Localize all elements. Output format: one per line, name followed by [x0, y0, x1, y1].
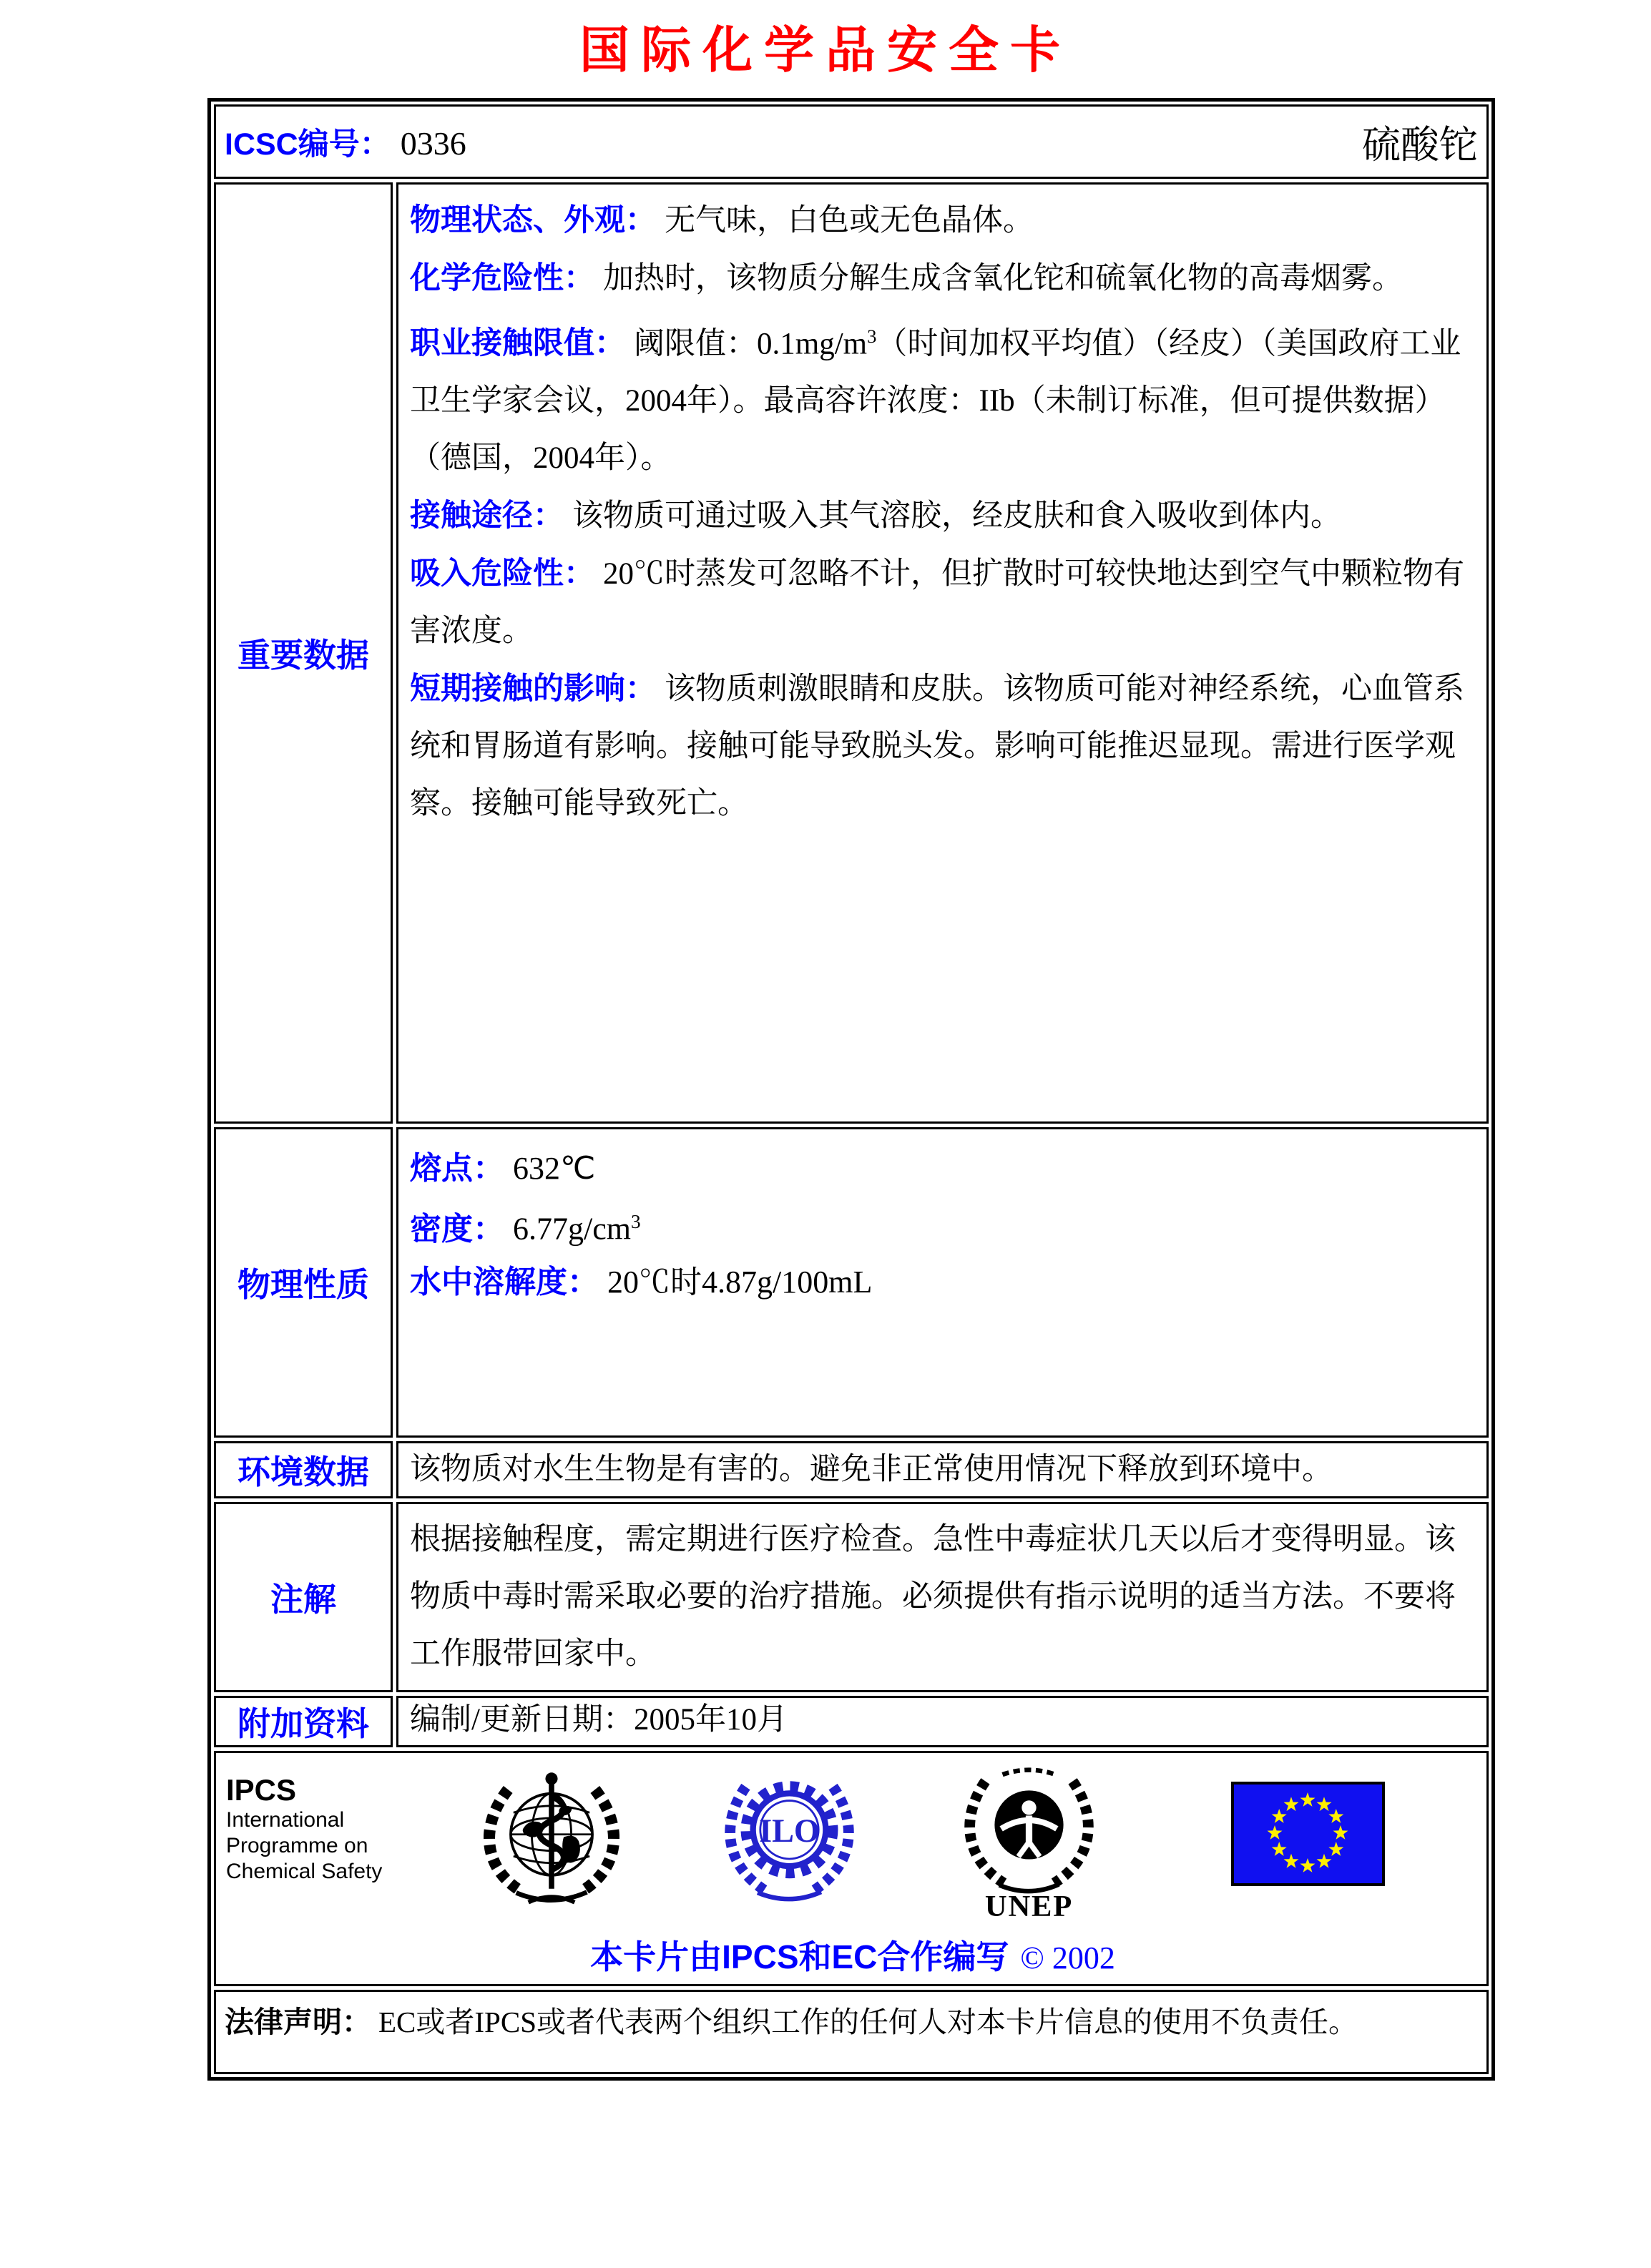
ilo-logo-icon — [723, 1763, 856, 1913]
field-chemical-danger-label: 化学危险性： — [410, 261, 594, 295]
important-data-section-label: 重要数据 — [214, 182, 393, 1124]
legal-text: EC或者IPCS或者代表两个组织工作的任何人对本卡片信息的使用不负责任。 — [378, 2006, 1358, 2038]
additional-info-section-label: 附加资料 — [214, 1696, 393, 1747]
field-inhalation-risk — [410, 545, 1475, 660]
important-data-row — [214, 182, 1489, 1124]
logos-row — [214, 1751, 1489, 1986]
ipcs-text-block — [226, 1773, 433, 1885]
ipcs-subtitle-line3: Chemical Safety — [226, 1860, 383, 1883]
environmental-data-text: 该物质对水生生物是有害的。避免非正常使用情况下释放到环境中。 — [396, 1441, 1489, 1498]
field-chemical-danger-text: 加热时，该物质分解生成含氧化铊和硫氧化物的高毒烟雾。 — [603, 262, 1403, 295]
field-density-label: 密度： — [410, 1211, 504, 1247]
field-melting-point-label: 熔点： — [410, 1151, 504, 1186]
field-occupational-limit — [410, 308, 1475, 487]
field-physical-state-text: 无气味，白色或无色晶体。 — [665, 204, 1034, 237]
field-short-term-effects-text: 该物质刺激眼睛和皮肤。该物质可能对神经系统，心血管系统和胃肠道有影响。接触可能导致脱头发。影响可能推迟显现。需进行医学观察。接触可能导致死亡。 — [410, 672, 1464, 821]
field-inhalation-risk-text: 20℃时蒸发可忽略不计，但扩散时可较快地达到空气中颗粒物有害浓度。 — [410, 557, 1464, 649]
field-exposure-routes-label: 接触途径： — [410, 499, 564, 534]
field-exposure-routes-text: 该物质可通过吸入其气溶胶，经皮肤和食入吸收到体内。 — [572, 499, 1341, 534]
field-melting-point-value: 632℃ — [513, 1151, 596, 1186]
ipcs-subtitle-line1: International — [226, 1808, 345, 1832]
ilo-logo-text: ILO — [759, 1812, 820, 1850]
unep-logo-text: UNEP — [984, 1890, 1074, 1920]
icsc-number-label: ICSC编号： — [225, 127, 391, 162]
physical-properties-row — [214, 1127, 1489, 1438]
header-row — [214, 104, 1489, 179]
additional-info-text: 编制/更新日期：2005年10月 — [396, 1696, 1489, 1747]
field-occupational-limit-label: 职业接触限值： — [410, 326, 625, 361]
important-data-content — [396, 182, 1489, 1124]
legal-label: 法律声明： — [225, 2006, 371, 2038]
field-water-solubility-label: 水中溶解度： — [410, 1264, 599, 1300]
environmental-data-row — [214, 1441, 1489, 1498]
chemical-name: 硫酸铊 — [1362, 123, 1478, 167]
logos-strip — [226, 1763, 1479, 1924]
environmental-data-section-label: 环境数据 — [214, 1441, 393, 1498]
ipcs-acronym: IPCS — [226, 1773, 297, 1807]
credit-line — [226, 1931, 1479, 1978]
field-short-term-effects — [410, 660, 1475, 833]
field-short-term-effects-label: 短期接触的影响： — [410, 672, 656, 707]
logos-cell — [214, 1751, 1489, 1986]
unep-logo-icon — [963, 1763, 1095, 1924]
eu-flag-icon — [1231, 1782, 1385, 1890]
page-title: 国际化学品安全卡 — [579, 22, 1072, 78]
field-exposure-routes — [410, 487, 1475, 545]
physical-properties-section-label: 物理性质 — [214, 1127, 393, 1438]
header-cell — [214, 104, 1489, 179]
field-physical-state-label: 物理状态、外观： — [410, 203, 656, 237]
field-chemical-danger — [410, 250, 1475, 308]
legal-cell — [214, 1990, 1489, 2074]
credit-text: 本卡片由IPCS和EC合作编写 — [590, 1938, 1009, 1975]
field-occupational-limit-text-a: 阈限值：0.1mg/m — [634, 327, 868, 361]
field-density-value: 6.77g/cm — [513, 1211, 631, 1247]
who-logo-icon — [484, 1764, 619, 1915]
field-physical-state — [410, 192, 1475, 250]
field-inhalation-risk-label: 吸入危险性： — [410, 556, 594, 591]
ipcs-subtitle-line2: Programme on — [226, 1834, 368, 1857]
additional-info-row — [214, 1696, 1489, 1747]
notes-text: 根据接触程度，需定期进行医疗检查。急性中毒症状几天以后才变得明显。该物质中毒时需采取必要的治疗措施。必须提供有指示说明的适当方法。不要将工作服带回家中。 — [396, 1502, 1489, 1692]
field-occupational-limit-text-b: （时间加权平均值）（经皮）（美国政府工业卫生学家会议，2004年）。最高容许浓度：IIb（未制订标准，但可提供数据）（德国，2004年）。 — [410, 327, 1461, 476]
field-water-solubility — [410, 1256, 1475, 1309]
notes-row — [214, 1502, 1489, 1692]
notes-section-label: 注解 — [214, 1502, 393, 1692]
field-density — [410, 1195, 1475, 1256]
field-melting-point — [410, 1142, 1475, 1195]
physical-properties-content — [396, 1127, 1489, 1438]
superscript: 3 — [630, 1211, 641, 1232]
icsc-number-group — [225, 120, 466, 164]
superscript: 3 — [867, 325, 877, 347]
icsc-card — [207, 98, 1495, 2081]
credit-copyright: © 2002 — [1020, 1940, 1115, 1975]
legal-row — [214, 1990, 1489, 2074]
icsc-number-value: 0336 — [400, 124, 466, 162]
field-water-solubility-value: 20℃时4.87g/100mL — [607, 1264, 873, 1300]
